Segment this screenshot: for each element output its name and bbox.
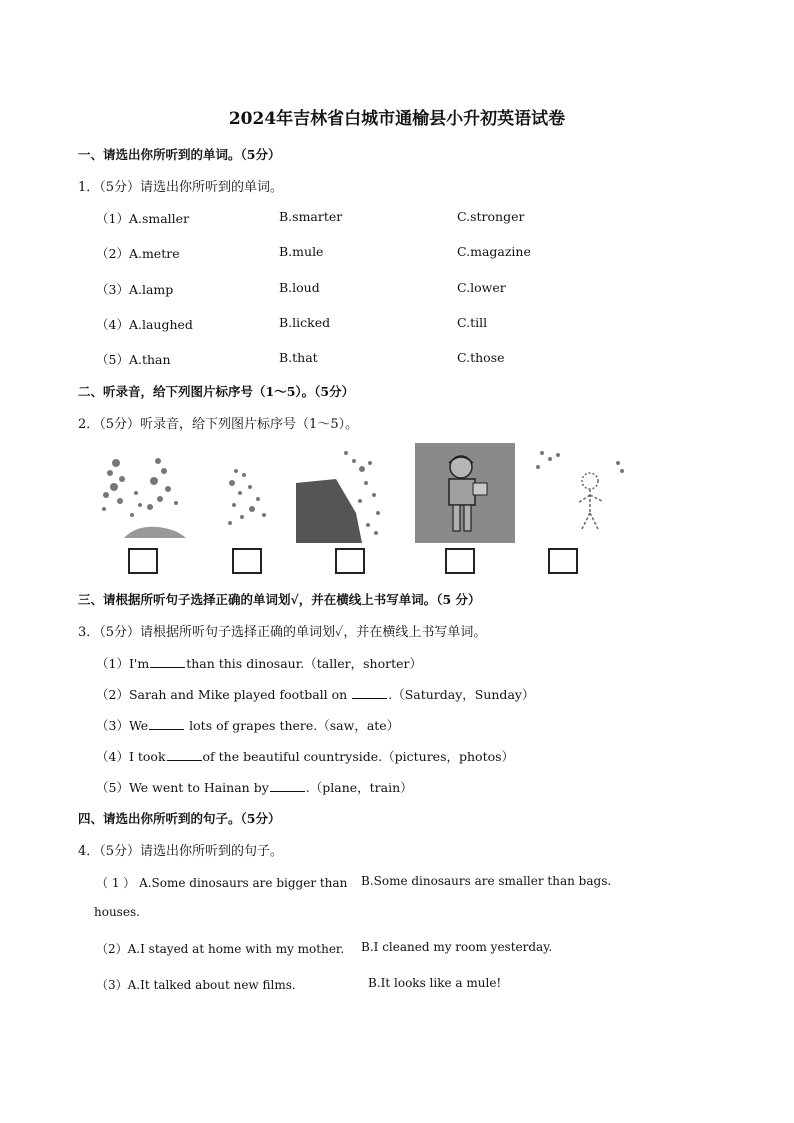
option-c: C.till bbox=[457, 315, 488, 330]
answer-blank[interactable] bbox=[150, 657, 185, 668]
option-number: （4） bbox=[96, 317, 129, 332]
section-1-heading: 一、请选出你所听到的单词。（5分） bbox=[78, 147, 281, 162]
answer-box-5[interactable] bbox=[548, 548, 578, 574]
option-b: B.loud bbox=[279, 280, 320, 295]
question-4: 4．（5分）请选出你所听到的句子。 bbox=[78, 844, 284, 859]
question-3: 3．（5分）请根据所听句子选择正确的单词划✓，并在横线上书写单词。 bbox=[78, 625, 487, 640]
blank-item-1: （1）I'm than this dinosaur.（taller，shorter） bbox=[96, 656, 422, 671]
option-number: （2） bbox=[96, 246, 129, 261]
answer-blank[interactable] bbox=[352, 688, 387, 699]
option-number: （5） bbox=[96, 352, 129, 367]
option-b: B.smarter bbox=[279, 209, 343, 224]
option-a: A.metre bbox=[128, 246, 180, 261]
answer-box-4[interactable] bbox=[445, 548, 475, 574]
option-a: A.than bbox=[128, 352, 171, 367]
option-c: C.magazine bbox=[457, 244, 531, 259]
answer-box-2[interactable] bbox=[232, 548, 262, 574]
option-a: A.laughed bbox=[128, 317, 193, 332]
option-b: B.licked bbox=[279, 315, 331, 330]
option-number: （1） bbox=[96, 211, 129, 226]
option-number: （3） bbox=[96, 282, 129, 297]
section-3-heading: 三、请根据所听句子选择正确的单词划√，并在横线上书写单词。（5 分） bbox=[78, 592, 481, 607]
sentence-item-1-a: （ 1 ） A.Some dinosaurs are bigger than bbox=[96, 876, 348, 890]
section-2-heading: 二、听录音，给下列图片标序号（1～5）。（5分） bbox=[78, 384, 355, 399]
sentence-item-1-b: B.Some dinosaurs are smaller than bags. bbox=[361, 874, 612, 888]
blank-item-4: （4）I took of the beautiful countryside.（pictures，photos） bbox=[96, 749, 515, 764]
blank-item-2: （2）Sarah and Mike played football on .（Saturday，Sunday） bbox=[96, 687, 535, 702]
sentence-item-1-cont: houses. bbox=[94, 905, 140, 919]
sentence-item-3-a: （3）A.It talked about new films. bbox=[96, 978, 296, 992]
answer-blank[interactable] bbox=[149, 719, 184, 730]
blank-item-3: （3）We lots of grapes there.（saw，ate） bbox=[96, 718, 400, 733]
question-1: 1．（5分）请选出你所听到的单词。 bbox=[78, 180, 284, 195]
answer-blank[interactable] bbox=[167, 750, 202, 761]
blank-item-5: （5）We went to Hainan by .（plane，train） bbox=[96, 780, 413, 795]
option-c: C.those bbox=[457, 350, 505, 365]
page-title: 2024年吉林省白城市通榆县小升初英语试卷 bbox=[228, 109, 566, 129]
section-4-heading: 四、请选出你所听到的句子。（5分） bbox=[78, 811, 281, 826]
option-a: A.smaller bbox=[128, 211, 190, 226]
option-a: A.lamp bbox=[128, 282, 174, 297]
option-c: C.lower bbox=[457, 280, 506, 295]
answer-box-1[interactable] bbox=[128, 548, 158, 574]
sentence-item-3-b: B.It looks like a mule! bbox=[368, 976, 502, 990]
option-b: B.that bbox=[279, 350, 318, 365]
sentence-item-2-a: （2）A.I stayed at home with my mother. bbox=[96, 942, 345, 956]
option-c: C.stronger bbox=[457, 209, 525, 224]
picture-4 bbox=[415, 443, 515, 543]
answer-box-3[interactable] bbox=[335, 548, 365, 574]
picture-2 bbox=[222, 443, 277, 543]
picture-5 bbox=[532, 443, 627, 543]
sentence-item-2-b: B.I cleaned my room yesterday. bbox=[361, 940, 553, 954]
picture-1 bbox=[96, 443, 191, 543]
question-2: 2．（5分）听录音，给下列图片标序号（1～5）。 bbox=[78, 417, 359, 432]
option-b: B.mule bbox=[279, 244, 324, 259]
picture-3 bbox=[296, 443, 386, 543]
answer-blank[interactable] bbox=[270, 781, 305, 792]
